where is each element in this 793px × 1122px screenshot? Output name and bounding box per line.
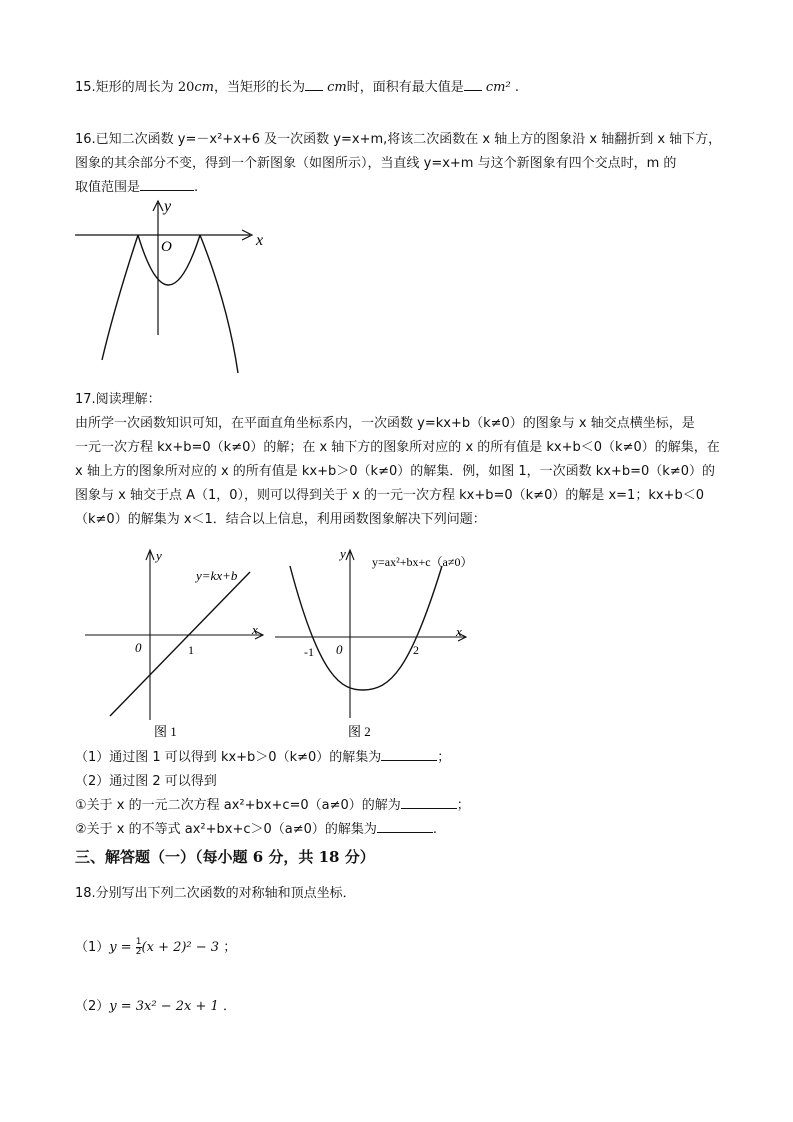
fig1-tick-1: 1	[188, 643, 194, 657]
fig1-origin-label: 0	[135, 640, 142, 655]
q15-perimeter: 20	[177, 80, 195, 95]
q15-line	[75, 76, 725, 100]
q16-blank[interactable]	[140, 190, 194, 191]
q18-sub1	[75, 936, 725, 960]
q18-sub2-line	[75, 995, 725, 1019]
q15-area-unit: cm²	[485, 80, 511, 95]
q17-sub1-end: ；	[437, 750, 451, 765]
fig2-curve-label: y=ax²+bx+c（a≠0）	[372, 555, 473, 569]
q17-sub2a-blank[interactable]	[401, 808, 457, 809]
fig2-origin-label: 0	[336, 642, 343, 657]
fig1-y-label: y	[156, 548, 162, 563]
question-16	[75, 128, 725, 200]
q17-para-3: x 轴上方的图象所对应的 x 的所有值是 kx+b＞0（k≠0）的解集．例，如图 1，一次函数 kx+b=0（k≠0）的	[75, 464, 716, 479]
q15-end: .	[514, 80, 519, 95]
q17-para-5: （k≠0）的解集为 x＜1．结合以上信息，利用函数图象解决下列问题：	[75, 512, 486, 527]
q18-sub1-rhs: (x + 2)² − 3	[141, 940, 220, 955]
q15-text: 15.矩形的周长为	[75, 80, 178, 95]
fig2-y-label: y	[340, 546, 346, 561]
q17-sub2b	[75, 818, 725, 842]
question-15	[75, 76, 725, 100]
q15-unit: cm	[194, 80, 214, 95]
fig1-line-label: y=kx+b	[196, 568, 238, 583]
q18-sub1-denominator: 2	[135, 947, 142, 957]
q18-sub1-numerator: 1	[135, 937, 142, 947]
q15-text-2: ，当矩形的长为	[213, 80, 305, 95]
q16-line-2: 图象的其余部分不变，得到一个新图象（如图所示），当直线 y=x+m 与这个新图象有四个交点时，m 的	[75, 156, 677, 171]
q16-figure	[70, 195, 270, 380]
q17-figure-2	[270, 540, 500, 740]
q16-y-label: y	[164, 198, 172, 215]
q15-blank-length[interactable]	[305, 90, 323, 91]
fig2-tick-neg1: -1	[304, 645, 314, 659]
q17-para-4: 图象与 x 轴交于点 A（1，0），则可以得到关于 x 的一元一次方程 kx+b=0（k≠0）的解是 x=1；kx+b＜0	[75, 488, 704, 503]
q18-sub1-lhs: y =	[109, 940, 136, 955]
q18-sub2-expr: y = 3x² − 2x + 1	[109, 999, 219, 1014]
q18-sub2-label: （2）	[75, 999, 110, 1014]
q18-sub2	[75, 995, 725, 1019]
section-3-heading: 三、解答题（一）（每小题 6 分，共 18 分）	[75, 848, 375, 866]
q18-sub1-end: ；	[223, 940, 237, 955]
question-17	[75, 388, 725, 532]
q16-origin-label: O	[161, 239, 172, 255]
q16-x-label: x	[256, 232, 264, 249]
q16-curve-right	[200, 235, 238, 373]
fig2-x-label: x	[456, 624, 462, 639]
q15-blank-area[interactable]	[464, 90, 482, 91]
q16-curve-left	[102, 235, 138, 360]
q16-end: .	[194, 180, 199, 195]
q17-sub1	[75, 746, 725, 770]
q17-sub2b-end: .	[432, 822, 438, 837]
q16-line-1: 16.已知二次函数 y=－x²+x+6 及一次函数 y=x+m,将该二次函数在 x 轴上方的图象沿 x 轴翻折到 x 轴下方，	[75, 132, 722, 147]
q15-unit-2: cm	[327, 80, 347, 95]
q17-sub2b-text: ②关于 x 的不等式 ax²+bx+c＞0（a≠0）的解集为	[75, 822, 377, 837]
q17-sub2b-blank[interactable]	[377, 832, 433, 833]
q17-sub2a-text: ①关于 x 的一元二次方程 ax²+bx+c=0（a≠0）的解为	[75, 798, 401, 813]
q17-sub2a-end: ；	[456, 798, 470, 813]
q18-sub2-end: ．	[222, 999, 236, 1014]
q17-para-2: 一元一次方程 kx+b=0（k≠0）的解；在 x 轴下方的图象所对应的 x 的所有值是 kx+b＜0（k≠0）的解集，在	[75, 440, 720, 455]
q17-sub1-blank[interactable]	[381, 760, 437, 761]
q18-sub1-line	[75, 936, 725, 960]
q16-line-3-text: 取值范围是	[75, 180, 141, 195]
q17-sub1-text: （1）通过图 1 可以得到 kx+b＞0（k≠0）的解集为	[75, 750, 382, 765]
q17-title: 17.阅读理解：	[75, 392, 161, 407]
q18-title: 18.分别写出下列二次函数的对称轴和顶点坐标．	[75, 886, 356, 901]
q17-sub2a	[75, 794, 725, 818]
question-18	[75, 882, 725, 906]
fig2-tick-2: 2	[413, 643, 419, 657]
q15-text-3: 时，面积有最大值是	[346, 80, 464, 95]
fig2-caption: 图 2	[348, 724, 371, 739]
q17-subquestions	[75, 746, 725, 842]
fig1-caption: 图 1	[154, 724, 177, 739]
fig1-x-label: x	[252, 622, 258, 637]
fig1-line	[110, 572, 250, 716]
q17-figure-1	[80, 540, 270, 740]
q17-sub2: （2）通过图 2 可以得到	[75, 774, 217, 789]
q18-sub1-label: （1）	[75, 940, 110, 955]
fig2-parabola	[290, 566, 442, 690]
q17-para-1: 由所学一次函数知识可知，在平面直角坐标系内，一次函数 y=kx+b（k≠0）的图象与 x 轴交点横坐标，是	[75, 416, 695, 431]
